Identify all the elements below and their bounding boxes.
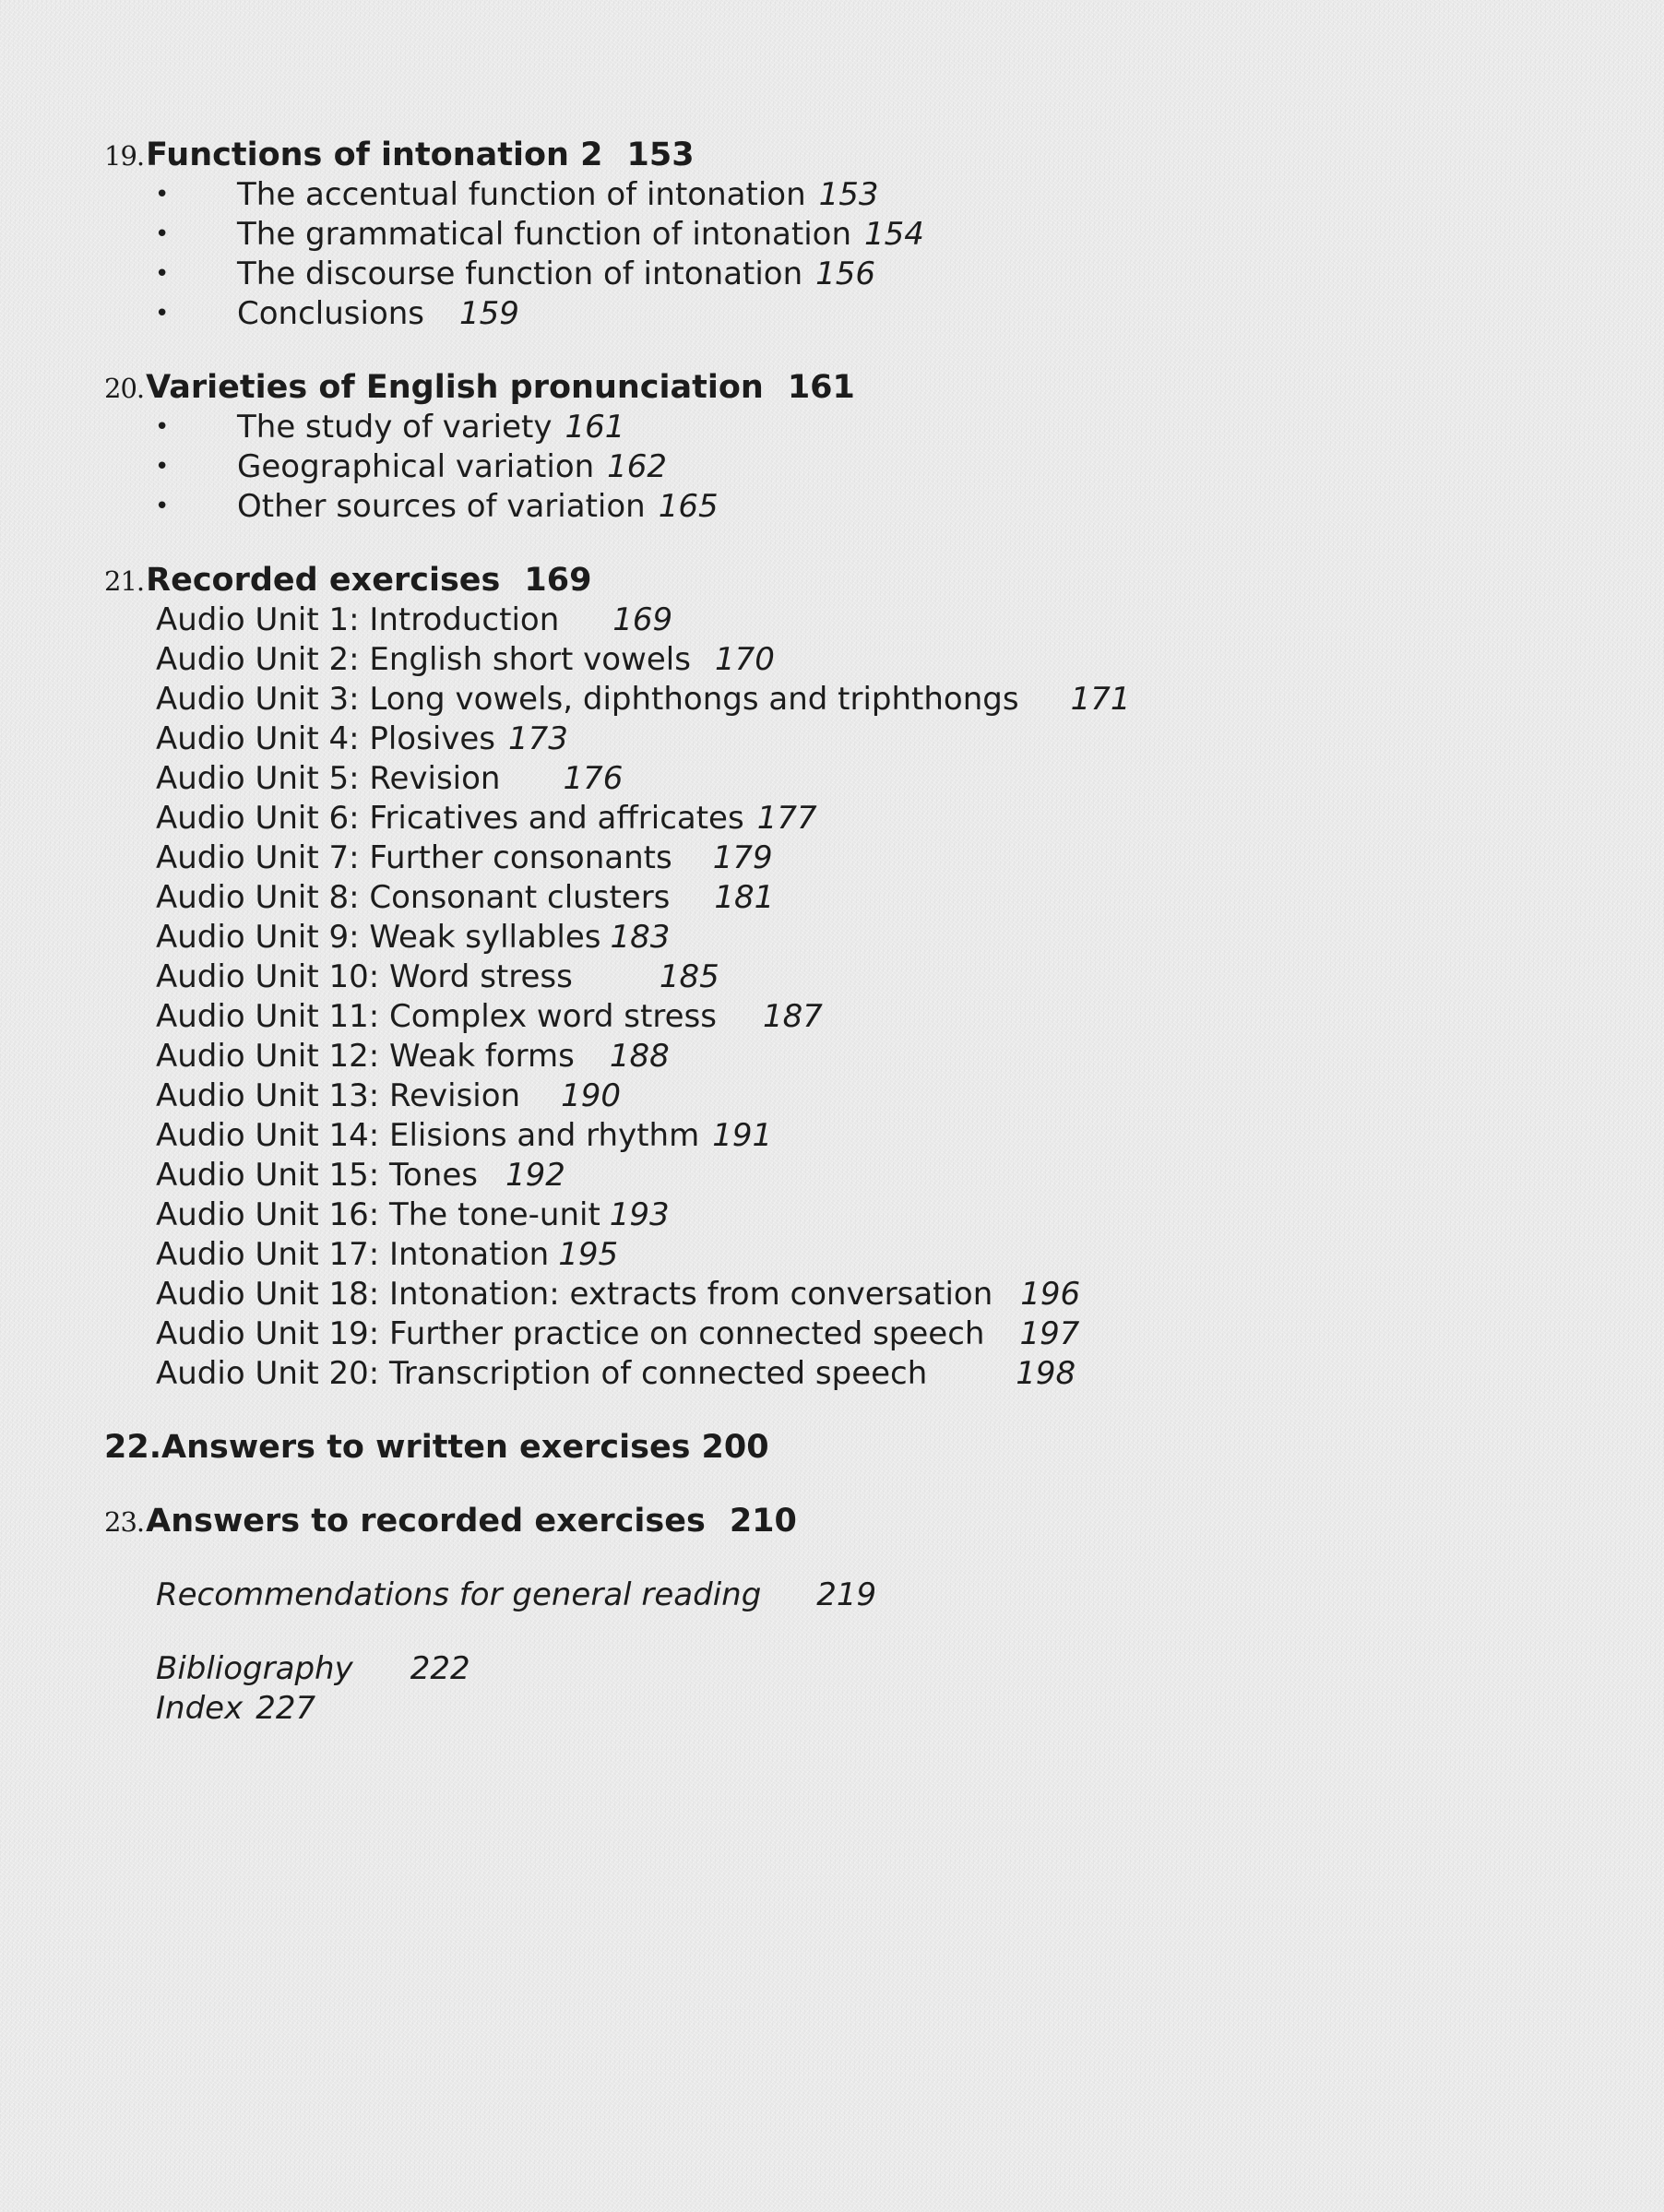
entry-title: Audio Unit 12: Weak forms xyxy=(156,1038,575,1075)
entry-title: Recommendations for general reading xyxy=(156,1576,762,1613)
bullet-icon: • xyxy=(155,181,170,208)
entry-title: The accentual function of intonation xyxy=(237,176,806,213)
section-heading xyxy=(104,1502,797,1542)
entry-title: Audio Unit 3: Long vowels, diphthongs and triphthongs xyxy=(156,681,1019,718)
section-title: Answers to recorded exercises xyxy=(146,1503,706,1540)
toc-entry xyxy=(156,1116,772,1156)
entry-title: Audio Unit 13: Revision xyxy=(156,1077,521,1114)
toc-entry xyxy=(156,838,773,878)
section-page: 161 xyxy=(787,369,855,406)
toc-entry xyxy=(156,1354,1076,1394)
section-page: 210 xyxy=(729,1503,797,1540)
entry-page: 177 xyxy=(756,800,817,837)
entry-title: The discourse function of intonation xyxy=(237,256,803,292)
entry-title: Conclusions xyxy=(237,295,425,332)
section-title: Varieties of English pronunciation xyxy=(146,369,764,406)
section-number: 22. xyxy=(104,1429,162,1466)
toc-entry xyxy=(156,601,672,640)
entry-page: 219 xyxy=(816,1576,877,1613)
entry-page: 154 xyxy=(864,216,924,253)
toc-entry xyxy=(156,1235,618,1275)
entry-page: 161 xyxy=(565,409,625,446)
entry-title: Geographical variation xyxy=(237,448,595,485)
entry-page: 162 xyxy=(607,448,668,485)
toc-entry xyxy=(156,997,823,1037)
entry-page: 185 xyxy=(659,958,719,995)
toc-entry xyxy=(156,799,817,838)
toc-entry xyxy=(156,1076,621,1116)
bullet-icon: • xyxy=(155,493,170,520)
bullet-icon: • xyxy=(155,300,170,327)
bullet-icon: • xyxy=(155,453,170,481)
entry-page: 197 xyxy=(1019,1315,1080,1352)
toc-entry xyxy=(156,1195,670,1235)
entry-page: 196 xyxy=(1020,1276,1081,1313)
entry-page: 179 xyxy=(712,839,773,876)
entry-title: Audio Unit 2: English short vowels xyxy=(156,641,691,678)
entry-page: 156 xyxy=(815,256,876,292)
entry-page: 187 xyxy=(762,998,823,1035)
entry-page: 191 xyxy=(712,1117,773,1154)
toc-entry xyxy=(156,719,568,759)
entry-page: 227 xyxy=(256,1690,316,1727)
entry-page: 222 xyxy=(410,1650,470,1687)
entry-title: Audio Unit 18: Intonation: extracts from conversation xyxy=(156,1276,993,1313)
entry-page: 171 xyxy=(1070,681,1131,718)
entry-page: 181 xyxy=(714,879,775,916)
section-heading xyxy=(104,136,695,176)
entry-page: 192 xyxy=(505,1157,565,1194)
toc-entry xyxy=(156,1689,315,1729)
entry-title: Bibliography xyxy=(156,1650,353,1687)
bullet-icon: • xyxy=(155,413,170,441)
entry-title: Audio Unit 4: Plosives xyxy=(156,720,496,757)
section-title: Answers to written exercises xyxy=(161,1429,691,1466)
bullet-icon: • xyxy=(155,220,170,248)
entry-page: 165 xyxy=(658,488,719,525)
entry-title: Audio Unit 6: Fricatives and affricates xyxy=(156,800,744,837)
entry-page: 188 xyxy=(609,1038,670,1075)
section-heading xyxy=(104,1428,769,1468)
entry-title: Audio Unit 17: Intonation xyxy=(156,1236,550,1273)
entry-page: 190 xyxy=(561,1077,621,1114)
section-number: 21. xyxy=(104,565,145,597)
entry-page: 195 xyxy=(558,1236,619,1273)
entry-page: 193 xyxy=(609,1196,670,1233)
entry-title: Audio Unit 11: Complex word stress xyxy=(156,998,717,1035)
section-heading xyxy=(104,368,855,409)
section-heading xyxy=(104,561,591,601)
entry-page: 169 xyxy=(612,601,673,638)
toc-entry xyxy=(156,957,719,997)
toc-entry xyxy=(156,1576,876,1615)
entry-title: Audio Unit 14: Elisions and rhythm xyxy=(156,1117,700,1154)
section-page: 153 xyxy=(626,137,695,173)
section-page: 169 xyxy=(524,562,592,599)
entry-page: 159 xyxy=(459,295,519,332)
entry-title: Other sources of variation xyxy=(237,488,646,525)
entry-title: The study of variety xyxy=(237,409,553,446)
toc-entry xyxy=(156,640,775,680)
entry-title: Audio Unit 15: Tones xyxy=(156,1157,478,1194)
entry-title: The grammatical function of intonation xyxy=(237,216,851,253)
entry-title: Audio Unit 8: Consonant clusters xyxy=(156,879,671,916)
entry-page: 198 xyxy=(1016,1355,1076,1392)
toc-entry xyxy=(156,1156,565,1195)
toc-entry xyxy=(156,759,623,799)
entry-title: Audio Unit 20: Transcription of connected speech xyxy=(156,1355,928,1392)
toc-entry xyxy=(156,1314,1079,1354)
section-title: Functions of intonation 2 xyxy=(146,137,603,173)
entry-page: 170 xyxy=(714,641,775,678)
toc-entry xyxy=(156,680,1130,719)
toc-entry xyxy=(156,1037,670,1076)
section-number: 23. xyxy=(104,1506,145,1538)
section-page: 200 xyxy=(701,1429,769,1466)
entry-title: Audio Unit 1: Introduction xyxy=(156,601,560,638)
toc-entry xyxy=(156,1649,470,1689)
section-number: 19. xyxy=(104,140,145,172)
entry-page: 153 xyxy=(818,176,879,213)
entry-title: Audio Unit 9: Weak syllables xyxy=(156,919,601,956)
entry-title: Audio Unit 7: Further consonants xyxy=(156,839,672,876)
bullet-icon: • xyxy=(155,260,170,288)
entry-title: Index xyxy=(156,1690,244,1727)
entry-title: Audio Unit 5: Revision xyxy=(156,760,501,797)
entry-title: Audio Unit 19: Further practice on connected speech xyxy=(156,1315,985,1352)
toc-entry xyxy=(156,918,670,957)
entry-title: Audio Unit 16: The tone-unit xyxy=(156,1196,600,1233)
entry-page: 183 xyxy=(610,919,671,956)
toc-entry xyxy=(156,1275,1080,1314)
section-title: Recorded exercises xyxy=(146,562,501,599)
toc-entry xyxy=(156,878,774,918)
entry-page: 176 xyxy=(563,760,624,797)
entry-title: Audio Unit 10: Word stress xyxy=(156,958,573,995)
section-number: 20. xyxy=(104,373,145,404)
entry-page: 173 xyxy=(508,720,568,757)
